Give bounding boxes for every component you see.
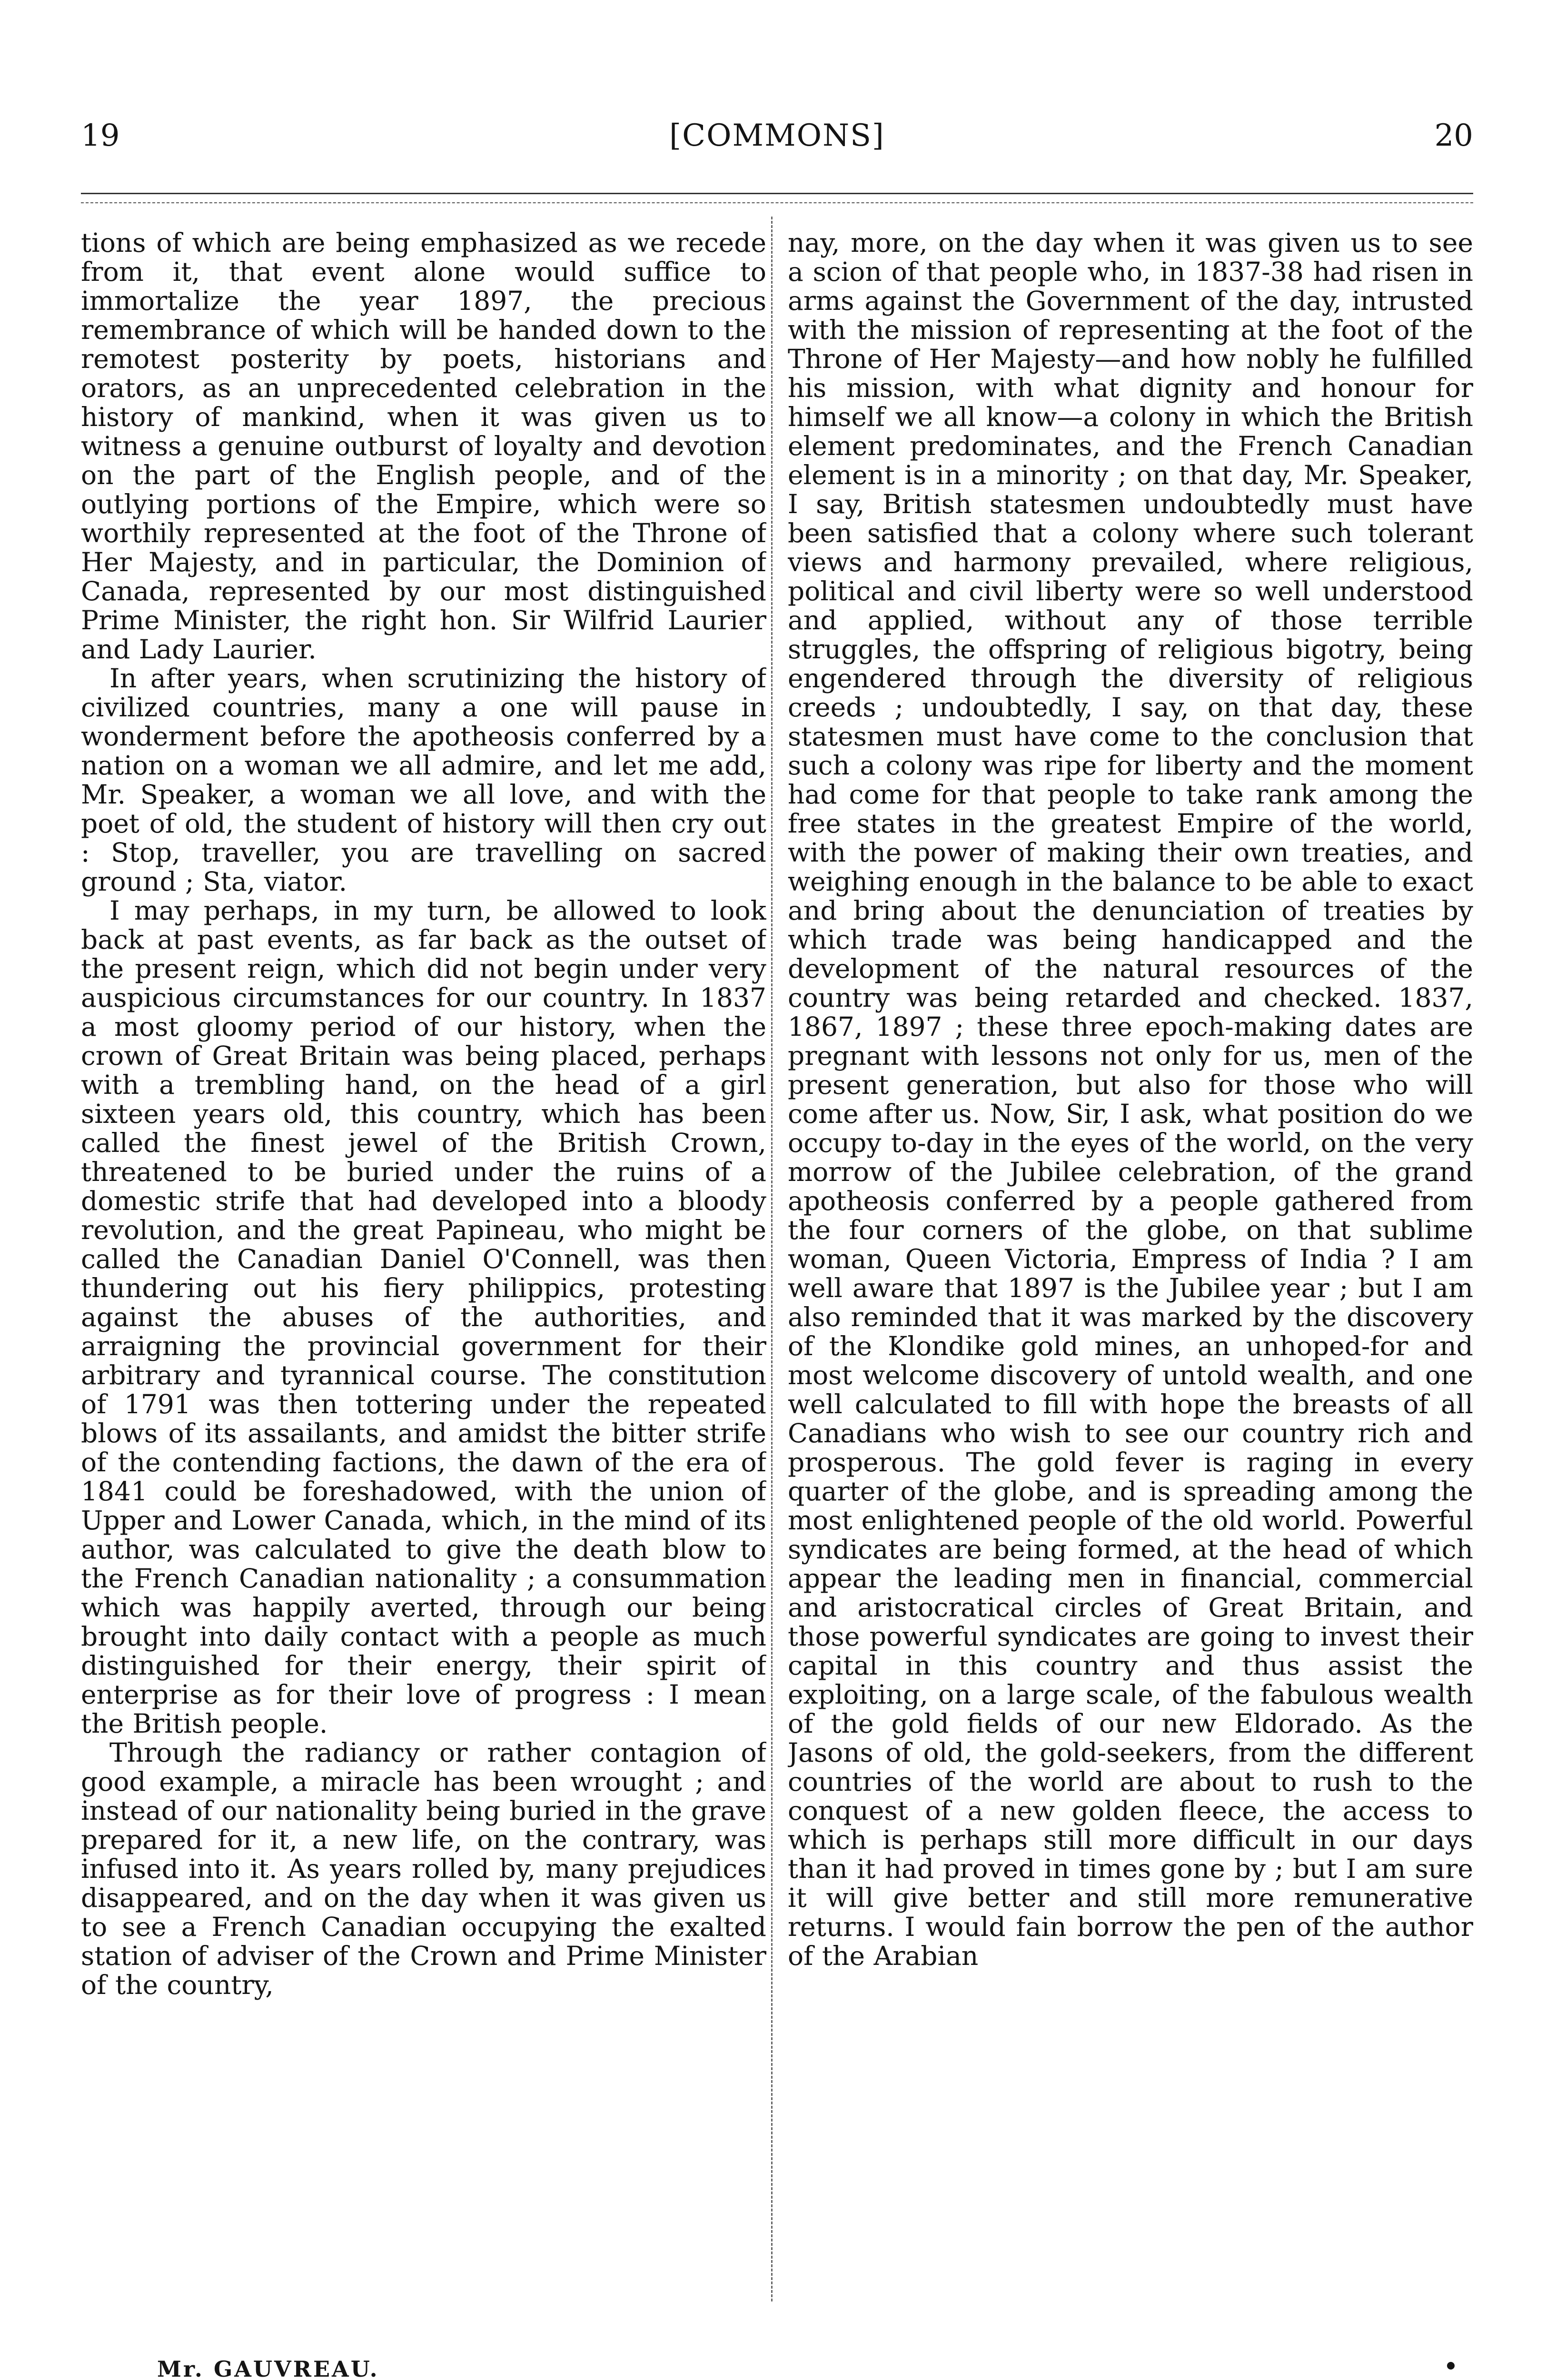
page-number-left: 19 bbox=[81, 118, 120, 153]
left-paragraph-4: Through the radiancy or rather contagion of good example, a miracle has been wrought ; and instead of our nationality being buried in the grave prepared for it, a new life, on the contrary, was infused into it. As years rolled by, many prejudices disappeared, and on the day when it was given us to see a French Canadian occupying the exalted station of adviser of the Crown and Prime Minister of the country, bbox=[81, 1737, 766, 2000]
right-paragraph-1: nay, more, on the day when it was given us to see a scion of that people who, in 1837-38 had risen in arms against the Government of the day, intrusted with the mission of representing at the foot of the Throne of Her Majesty—and how nobly he fulfilled his mission, with what dignity and honour for himself we all know—a colony in which the British element predominates, and the French Canadian element is in a minority ; on that day, Mr. Speaker, I say, British statesmen undoubtedly must have been satisfied that a colony where such tolerant views and harmony prevailed, where religious, political and civil liberty were so well understood and applied, without any of those terrible struggles, the offspring of religious bigotry, being engendered through the diversity of religious creeds ; undoubtedly, I say, on that day, these statesmen must have come to the conclusion that such a colony was ripe for liberty and the moment had come for that people to take rank among the free states in the greatest Empire of the world, with the power of making their own treaties, and weighing enough in the balance to be able to exact and bring about the denunciation of treaties by which trade was being handicapped and the development of the natural resources of the country was being retarded and checked. 1837, 1867, 1897 ; these three epoch-making dates are pregnant with lessons not only for us, men of the present generation, but also for those who will come after us. Now, Sir, I ask, what position do we occupy to-day in the eyes of the world, on the very morrow of the Jubilee celebration, of the grand apotheosis conferred by a people gathered from the four corners of the globe, on that sublime woman, Queen Victoria, Empress of India ? I am well aware that 1897 is the Jubilee year ; but I am also reminded that it was marked by the discovery of the Klondike gold mines, an unhoped-for and most welcome discovery of untold wealth, and one well calculated to fill with hope the breasts of all Canadians who wish to see our country rich and prosperous. The gold fever is raging in every quarter of the globe, and is spreading among the most enlightened people of the old world. Powerful syndicates are being formed, at the head of which appear the leading men in financial, commercial and aristocratical circles of Great Britain, and those powerful syndicates are going to invest their capital in this country and thus assist the exploiting, on a large scale, of the fabulous wealth of the gold fields of our new Eldorado. As the Jasons of old, the gold-seekers, from the different countries of the world are about to rush to the conquest of a new golden fleece, the access to which is perhaps still more difficult in our days than it had proved in times gone by ; but I am sure it will give better and still more remunerative returns. I would fain borrow the pen of the author of the Arabian bbox=[788, 228, 1473, 1971]
column-divider bbox=[771, 217, 773, 2301]
page-number-right: 20 bbox=[1434, 118, 1473, 153]
page-header bbox=[81, 109, 1473, 162]
running-head: [COMMONS] bbox=[669, 118, 885, 153]
left-paragraph-2: In after years, when scrutinizing the history of civilized countries, many a one will pause in wonderment before the apotheosis conferred by a nation on a woman we all admire, and let me add, Mr. Speaker, a woman we all love, and with the poet of old, the student of history will then cry out : Stop, traveller, you are travelling on sacred ground ; Sta, viator. bbox=[81, 663, 766, 897]
speaker-footer: Mr. GAUVREAU. bbox=[157, 2356, 379, 2380]
left-paragraph-3: I may perhaps, in my turn, be allowed to look back at past events, as far back as the outset of the present reign, which did not begin under very auspicious circumstances for our country. In 1837 a most gloomy period of our history, when the crown of Great Britain was being placed, perhaps with a trembling hand, on the head of a girl sixteen years old, this country, which has been called the finest jewel of the British Crown, threatened to be buried under the ruins of a domestic strife that had developed into a bloody revolution, and the great Papineau, who might be called the Canadian Daniel O'Connell, was then thundering out his fiery philippics, protesting against the abuses of the authorities, and arraigning the provincial government for their arbitrary and tyrannical course. The constitution of 1791 was then tottering under the repeated blows of its assailants, and amidst the bitter strife of the contending factions, the dawn of the era of 1841 could be foreshadowed, with the union of Upper and Lower Canada, which, in the mind of its author, was calculated to give the death blow to the French Canadian nationality ; a consummation which was happily averted, through our being brought into daily contact with a people as much distinguished for their energy, their spirit of enterprise as for their love of progress : I mean the British people. bbox=[81, 895, 766, 1739]
header-rule bbox=[81, 193, 1473, 194]
right-column bbox=[788, 228, 1473, 2304]
left-column bbox=[81, 228, 766, 2304]
footer-dot bbox=[1447, 2362, 1455, 2370]
header-rule-dashed bbox=[81, 202, 1473, 203]
left-paragraph-1: tions of which are being emphasized as we recede from it, that event alone would suffice to immortalize the year 1897, the precious remembrance of which will be handed down to the remotest posterity by poets, historians and orators, as an unprecedented celebration in the history of mankind, when it was given us to witness a genuine outburst of loyalty and devotion on the part of the English people, and of the outlying portions of the Empire, which were so worthily represented at the foot of the Throne of Her Majesty, and in particular, the Dominion of Canada, represented by our most distinguished Prime Minister, the right hon. Sir Wilfrid Laurier and Lady Laurier. bbox=[81, 228, 766, 664]
